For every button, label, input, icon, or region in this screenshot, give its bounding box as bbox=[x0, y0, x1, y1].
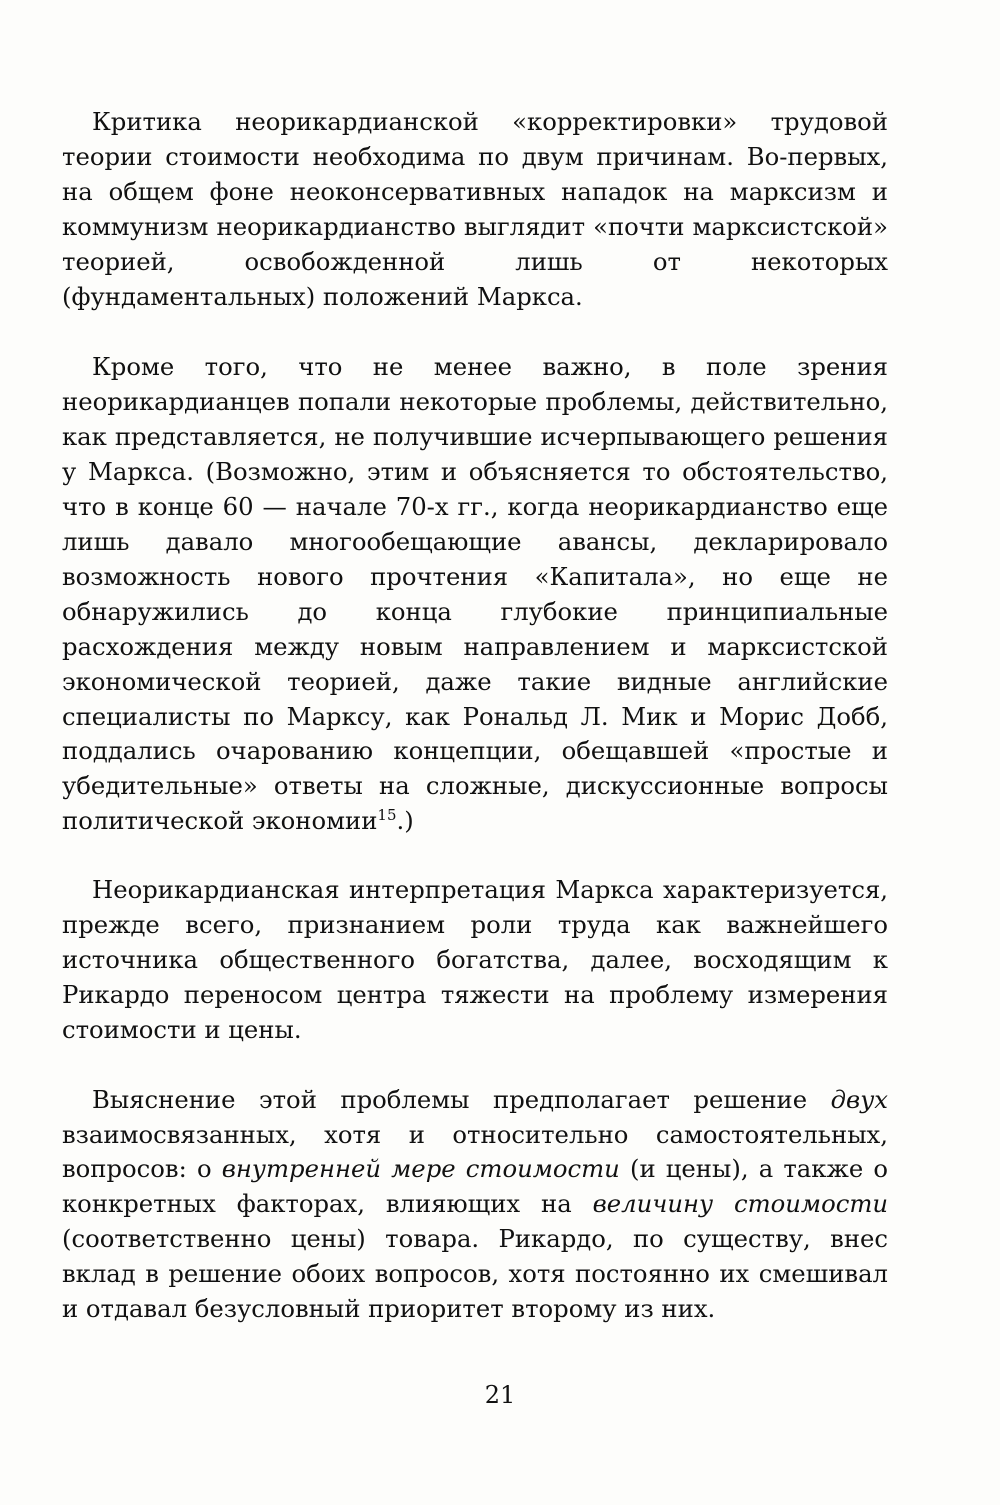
paragraph-text: (и цены), а также о конкретных факторах, влияющих на bbox=[62, 1154, 889, 1219]
footnote-marker: 15 bbox=[377, 806, 397, 825]
emphasis-text: внутренней мере стоимости bbox=[221, 1154, 620, 1184]
paragraph-critique bbox=[62, 105, 888, 314]
paragraph-text: Кроме того, что не менее важно, в поле зрения неорикардианцев попали некоторые проблемы, действительно, как представляется, не получившие исчерпывающего решения у Маркса. (Возможно, этим и объясняется то обстоятельство, что в конце 60 — начале 70-х гг., когда неорикардианство еще лишь давало многообещающие авансы, декларировало возможность нового прочтения «Капитала», но еще не обнаружились до конца глубокие принципиальные расхождения между новым направлением и марксистской экономической теорией, даже такие видные английские специалисты по Марксу, как Рональд Л. Мик и Морис Добб, поддались очарованию концепции, обещавшей «простые и убедительные» ответы на сложные, дискуссионные вопросы политической экономии bbox=[62, 352, 888, 836]
emphasis-text: величину стоимости bbox=[592, 1189, 889, 1219]
paragraph-text: Критика неорикардианской «корректировки» трудовой теории стоимости необходима по двум причинам. Во-первых, на общем фоне неоконсервативных нападок на марксизм и коммунизм неорикардианство выглядит «почти марксистской» теорией, освобожденной лишь от некоторых (фундаментальных) положений Маркса. bbox=[62, 107, 888, 311]
paragraph-closing: .) bbox=[396, 806, 414, 836]
paragraph-text: взаимосвязанных, хотя и относительно самостоятельных, вопросов: о bbox=[62, 1119, 888, 1184]
paragraph-text: Выяснение этой проблемы предполагает решение bbox=[92, 1084, 831, 1114]
book-page-text bbox=[62, 105, 888, 1327]
paragraph-problems bbox=[62, 350, 888, 839]
page-number: 21 bbox=[484, 1381, 516, 1409]
paragraph-text: (соответственно цены) товара. Рикардо, по существу, внес вклад в решение обоих вопросов, хотя постоянно их смешивал и отдавал безусловный приоритет второму из них. bbox=[62, 1224, 888, 1324]
emphasis-text: двух bbox=[830, 1084, 888, 1114]
paragraph-text: Неорикардианская интерпретация Маркса характеризуется, прежде всего, признанием роли труда как важнейшего источника общественного богатства, далее, восходящим к Рикардо переносом центра тяжести на проблему измерения стоимости и цены. bbox=[62, 875, 888, 1044]
paragraph-measurement bbox=[62, 1083, 888, 1327]
paragraph-interpretation bbox=[62, 873, 888, 1048]
